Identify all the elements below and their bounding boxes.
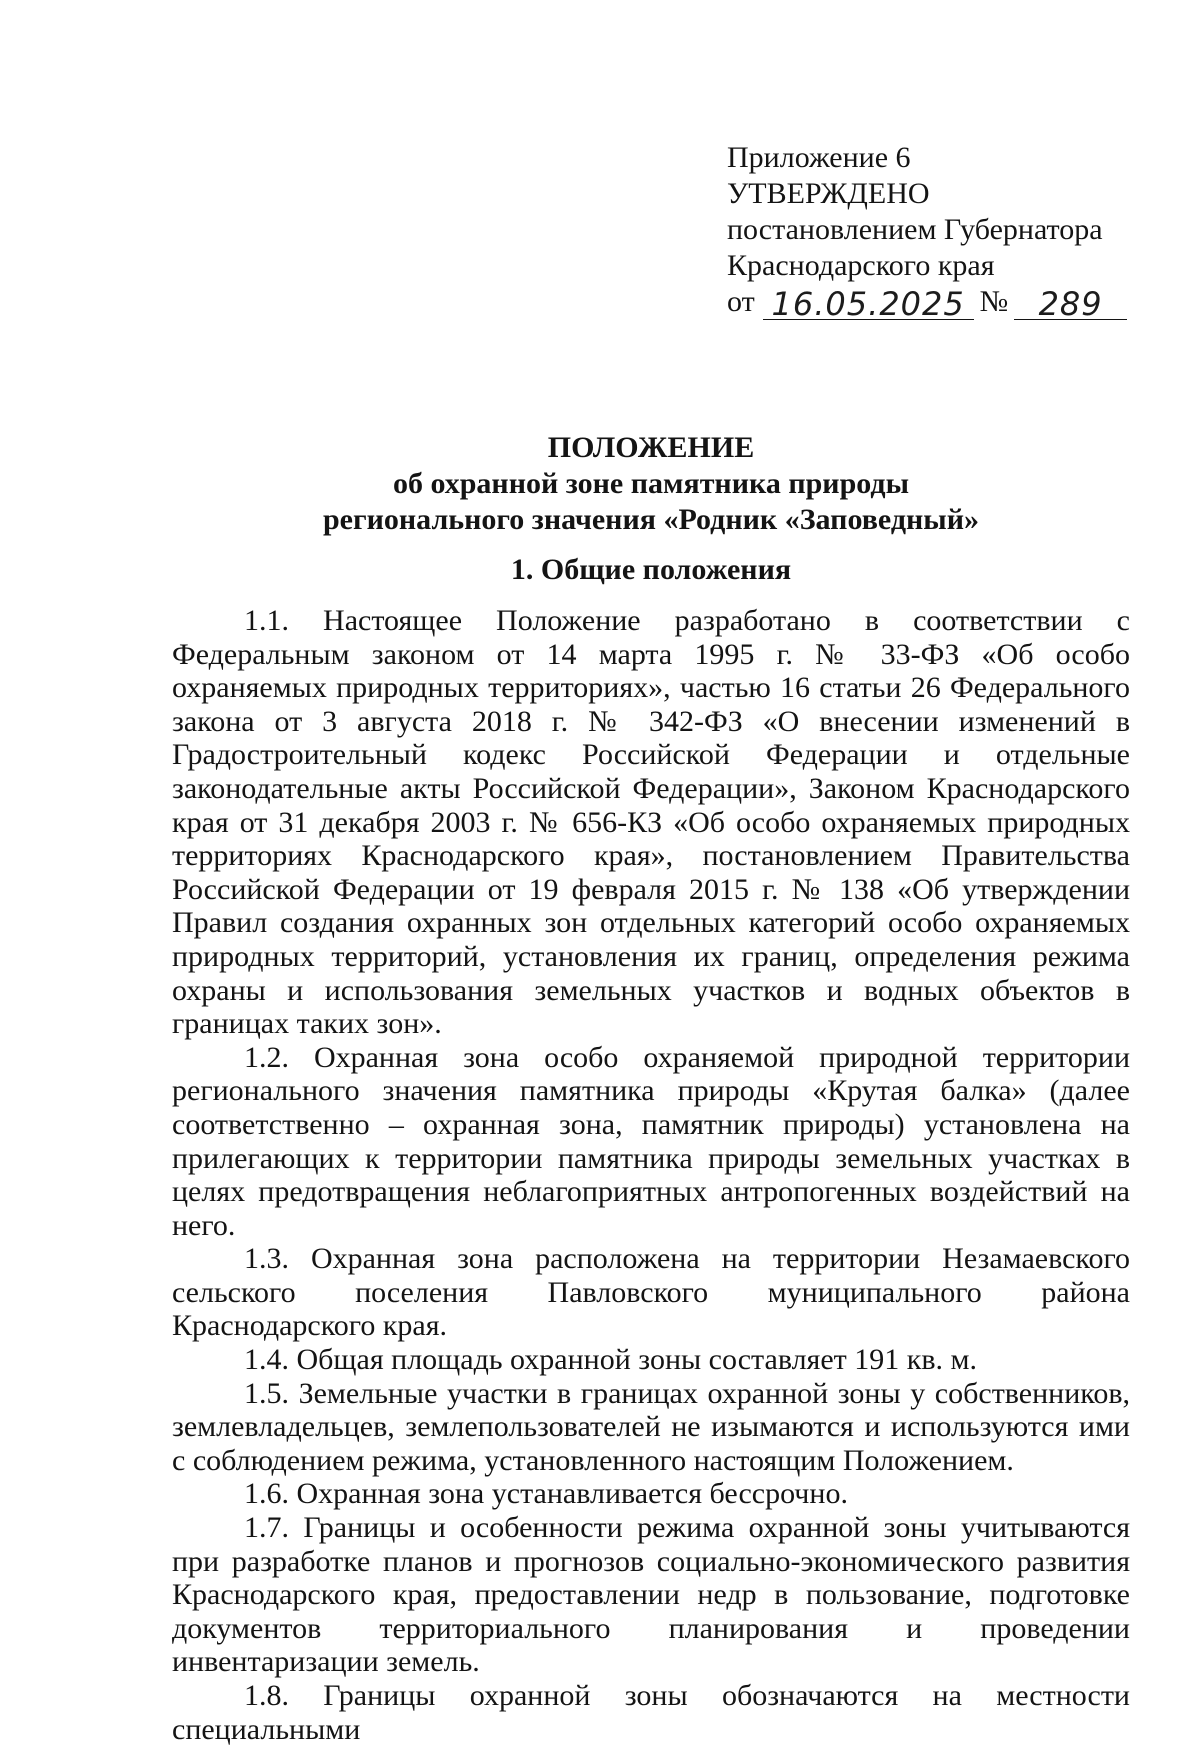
title-line-2: регионального значения «Родник «Заповедный» [322, 503, 979, 536]
appendix-label: Приложение 6 [727, 141, 911, 174]
approval-block [727, 140, 1127, 323]
approved-label: УТВЕРЖДЕНО [727, 177, 930, 210]
paragraph-1-7: 1.7. Границы и особенности режима охранной зоны учитываются при разработке планов и прогнозов социально-экономического развития Краснодарского края, предоставлении недр в пользование, подготовке документов территориального планирования и проведении инвентаризации земель. [172, 1511, 1130, 1679]
paragraph-1-1: 1.1. Настоящее Положение разработано в соответствии с Федеральным законом от 14 марта 1995 г. № 33-ФЗ «Об особо охраняемых природных территориях», частью 16 статьи 26 Федерального закона от 3 августа 2018 г. № 342-ФЗ «О внесении изменений в Градостроительный кодекс Российской Федерации и отдельные законодательные акты Российской Федерации», Законом Краснодарского края от 31 декабря 2003 г. № 656-КЗ «Об особо охраняемых природных территориях Краснодарского края», постановлением Правительства Российской Федерации от 19 февраля 2015 г. № 138 «Об утверждении Правил создания охранных зон отдельных категорий особо охраняемых природных территорий, установления их границ, определения режима охраны и использования земельных участков и водных объектов в границах таких зон». [172, 604, 1130, 1041]
handwritten-number: 289 [1014, 289, 1127, 320]
section-heading: 1. Общие положения [510, 553, 792, 586]
paragraph-1-6: 1.6. Охранная зона устанавливается бессрочно. [244, 1477, 848, 1511]
title-heading: ПОЛОЖЕНИЕ [547, 431, 755, 464]
date-number-line [727, 284, 1127, 323]
date-prefix: от [727, 285, 755, 318]
title-line-1: об охранной зоне памятника природы [392, 467, 910, 500]
document-title [172, 430, 1130, 538]
paragraph-1-5: 1.5. Земельные участки в границах охранной зоны у собственников, землевладельцев, землепользователей не изымаются и используются ими с соблюдением режима, установленного настоящим Положением. [172, 1376, 1130, 1477]
approved-by-line-2: Краснодарского края [727, 249, 995, 282]
handwritten-date: 16.05.2025 [763, 289, 974, 320]
paragraph-1-4: 1.4. Общая площадь охранной зоны составляет 191 кв. м. [244, 1343, 978, 1377]
approved-by-line-1: постановлением Губернатора [727, 213, 1103, 246]
number-sign: № [979, 285, 1009, 318]
paragraph-1-8: 1.8. Границы охранной зоны обозначаются на местности специальными [172, 1679, 1130, 1746]
paragraph-1-2: 1.2. Охранная зона особо охраняемой природной территории регионального значения памятника природы «Крутая балка» (далее соответственно – охранная зона, памятник природы) установлена на прилегающих к территории памятника природы земельных участках в целях предотвращения неблагоприятных антропогенных воздействий на него. [172, 1040, 1130, 1242]
paragraph-1-3: 1.3. Охранная зона расположена на территории Незамаевского сельского поселения Павловского муниципального района Краснодарского края. [172, 1242, 1130, 1343]
body-text [172, 604, 1130, 1746]
